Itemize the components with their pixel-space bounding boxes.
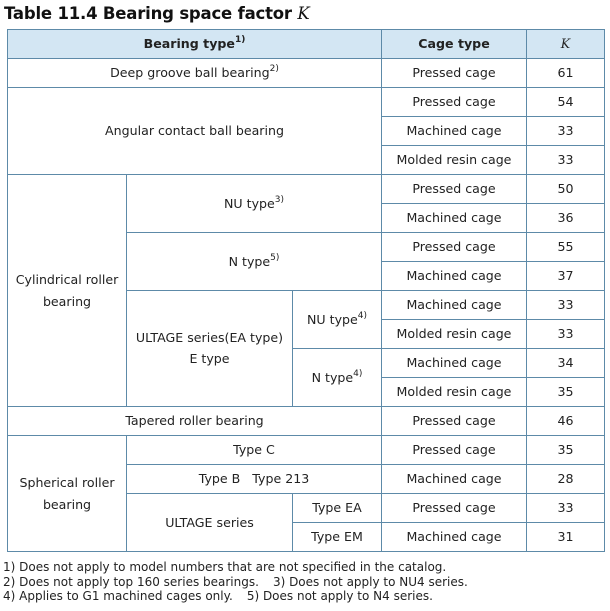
header-bearing-type-note: 1) — [234, 35, 246, 45]
footnotes — [3, 560, 468, 604]
table-title-k: K — [297, 4, 310, 23]
k-cell: 33 — [527, 320, 605, 349]
ultage-nu-type-label: NU type$^{4)}$ — [293, 291, 382, 349]
cage-cell: Machined cage — [382, 204, 527, 233]
header-cage-type: Cage type — [382, 30, 527, 59]
k-cell: 46 — [527, 407, 605, 436]
table-row — [8, 175, 605, 204]
cage-cell: Pressed cage — [382, 88, 527, 117]
tapered-roller-label: Tapered roller bearing — [8, 407, 382, 436]
cylindrical-roller-label: Cylindrical roller bearing — [8, 175, 127, 407]
k-cell: 54 — [527, 88, 605, 117]
table-row — [8, 88, 605, 117]
table-title-text: Table 11.4 Bearing space factor — [4, 4, 298, 23]
k-cell: 31 — [527, 523, 605, 552]
spherical-roller-label: Spherical roller bearing — [8, 436, 127, 552]
footnote-2: 2) Does not apply top 160 series bearings. — [3, 574, 259, 589]
angular-contact-label: Angular contact ball bearing — [8, 88, 382, 175]
deep-groove-label: Deep groove ball bearing$^{2)}$ — [8, 59, 382, 88]
footnote-1: 1) Does not apply to model numbers that are not specified in the catalog. — [3, 560, 447, 574]
header-row — [8, 30, 605, 59]
cage-cell: Pressed cage — [382, 175, 527, 204]
type-b-label: Type B Type 213 — [127, 465, 382, 494]
table-row — [8, 436, 605, 465]
k-cell: 35 — [527, 436, 605, 465]
k-cell: 37 — [527, 262, 605, 291]
footnote-3: 3) Does not apply to NU4 series. — [272, 574, 468, 589]
cage-cell: Machined cage — [382, 291, 527, 320]
type-em-label: Type EM — [293, 523, 382, 552]
cage-cell: Pressed cage — [382, 436, 527, 465]
bearing-space-factor-table — [7, 29, 605, 552]
nu-type-label: NU type$^{3)}$ — [127, 175, 382, 233]
type-ea-label: Type EA — [293, 494, 382, 523]
table-row — [8, 407, 605, 436]
header-k: K — [527, 30, 605, 59]
cage-cell: Machined cage — [382, 349, 527, 378]
ultage-ea-label: ULTAGE series(EA type) E type — [127, 291, 293, 407]
cage-cell: Pressed cage — [382, 59, 527, 88]
k-cell: 61 — [527, 59, 605, 88]
cage-cell: Molded resin cage — [382, 320, 527, 349]
cage-cell: Pressed cage — [382, 407, 527, 436]
k-cell: 33 — [527, 117, 605, 146]
footnote-5: 5) Does not apply to N4 series. — [246, 589, 433, 603]
k-cell: 55 — [527, 233, 605, 262]
cage-cell: Molded resin cage — [382, 378, 527, 407]
k-cell: 34 — [527, 349, 605, 378]
table-row — [8, 59, 605, 88]
cage-cell: Machined cage — [382, 523, 527, 552]
cage-cell: Machined cage — [382, 117, 527, 146]
cage-cell: Molded resin cage — [382, 146, 527, 175]
k-cell: 35 — [527, 378, 605, 407]
k-cell: 33 — [527, 291, 605, 320]
n-type-label: N type$^{5)}$ — [127, 233, 382, 291]
cage-cell: Pressed cage — [382, 494, 527, 523]
k-cell: 36 — [527, 204, 605, 233]
k-cell: 50 — [527, 175, 605, 204]
cage-cell: Machined cage — [382, 465, 527, 494]
k-cell: 33 — [527, 146, 605, 175]
cage-cell: Machined cage — [382, 262, 527, 291]
spherical-ultage-label: ULTAGE series — [127, 494, 293, 552]
cage-cell: Pressed cage — [382, 233, 527, 262]
footnote-4: 4) Applies to G1 machined cages only. — [3, 589, 233, 603]
k-cell: 28 — [527, 465, 605, 494]
table-title — [4, 4, 310, 23]
ultage-n-type-label: N type$^{4)}$ — [293, 349, 382, 407]
header-bearing-type: Bearing type$^{1)}$ — [8, 30, 382, 59]
type-c-label: Type C — [127, 436, 382, 465]
k-cell: 33 — [527, 494, 605, 523]
